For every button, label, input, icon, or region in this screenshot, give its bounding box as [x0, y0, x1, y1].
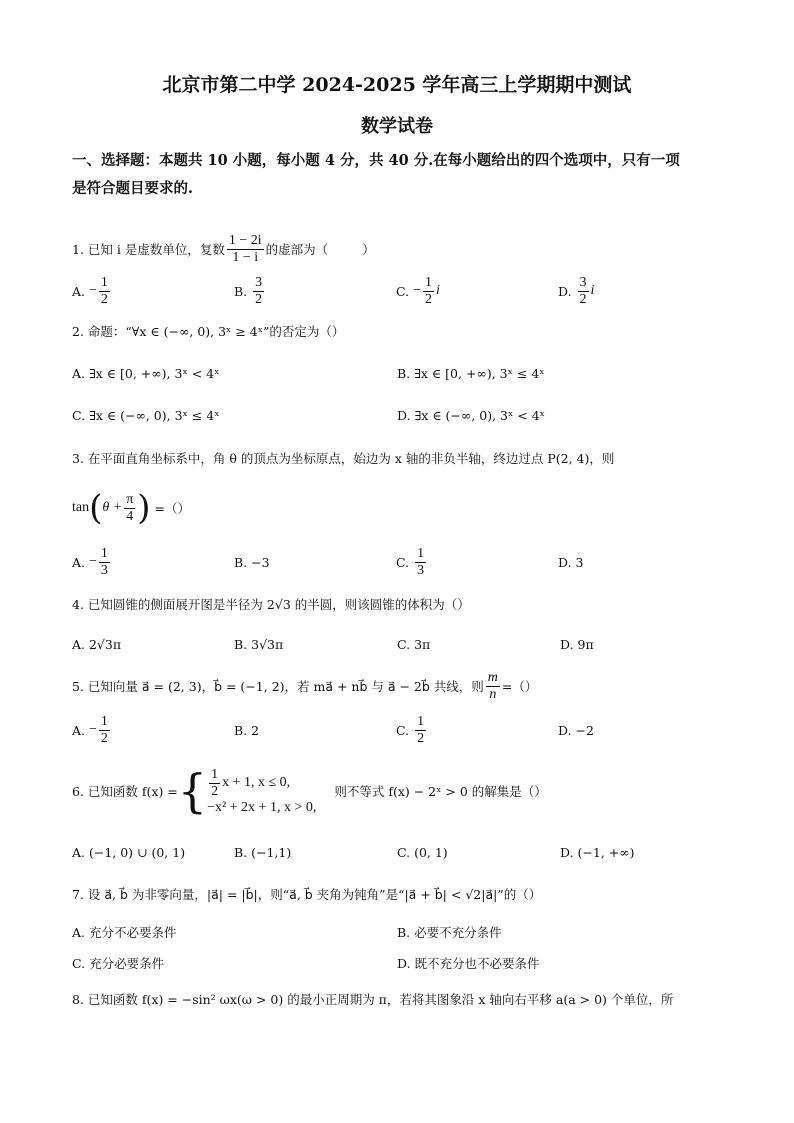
- question-text: ）: [362, 242, 375, 257]
- option-label: A.: [72, 554, 86, 570]
- option-d[interactable]: D. 既不充分也不必要条件: [397, 956, 540, 971]
- question-1-options: [72, 270, 712, 312]
- fraction-numerator: 1: [417, 545, 425, 561]
- question-text: =（）: [154, 501, 191, 516]
- fraction-numerator: 1: [211, 766, 219, 782]
- sign: −: [89, 283, 97, 298]
- question-3-options: [72, 541, 712, 583]
- question-text: 已知向量 a⃗ = (2, 3)，b⃗ = (−1, 2)，若 ma⃗ + nb⃗ 与 a⃗ − 2b⃗ 共线，则: [87, 679, 484, 694]
- option-c[interactable]: [396, 546, 558, 579]
- option-c[interactable]: C. ∃x ∈ (−∞, 0), 3ˣ ≤ 4ˣ: [72, 408, 220, 423]
- option-a[interactable]: [72, 275, 234, 308]
- option-d[interactable]: D. 3: [558, 554, 584, 570]
- option-b[interactable]: B. ∃x ∈ [0, +∞), 3ˣ ≤ 4ˣ: [397, 366, 545, 381]
- fraction: [415, 546, 426, 579]
- question-text: 设 a⃗, b⃗ 为非零向量，|a⃗| = |b⃗|，则“a⃗, b⃗ 夹角为钝角”是“|a⃗ + b⃗| < √2|a⃗|”的（）: [87, 887, 542, 902]
- option-c[interactable]: [396, 714, 558, 747]
- option-c[interactable]: C. 3π: [397, 637, 431, 652]
- option-a[interactable]: A. 2√3π: [72, 637, 122, 652]
- question-6: [72, 760, 547, 822]
- option-c[interactable]: [396, 275, 558, 308]
- question-text: 已知函数 f(x) =: [87, 784, 178, 799]
- option-b[interactable]: B. 2: [234, 722, 260, 738]
- question-text: =（）: [501, 679, 538, 694]
- option-a[interactable]: [72, 546, 234, 579]
- option-label: C.: [396, 722, 410, 738]
- option-label: A.: [72, 722, 86, 738]
- piecewise-brace: {: [177, 764, 208, 818]
- fraction-numerator: 1: [100, 545, 108, 561]
- option-d[interactable]: D. −2: [558, 722, 594, 738]
- question-5: [72, 666, 537, 706]
- piecewise-case-1: [207, 767, 316, 800]
- question-number: 7.: [72, 887, 84, 902]
- angle-expression: θ +: [102, 500, 123, 515]
- paren-close: ): [137, 488, 151, 528]
- section-heading-line-1: 一、选择题：本题共 10 小题，每小题 4 分，共 40 分.在每小题给出的四个选项中，只有一项: [72, 152, 680, 169]
- fraction-denominator: 2: [424, 291, 432, 307]
- piecewise-cases: [207, 767, 316, 816]
- exam-title: 北京市第二中学 2024-2025 学年高三上学期期中测试: [162, 74, 632, 96]
- fraction: [423, 275, 434, 308]
- question-number: 3.: [72, 451, 84, 466]
- fraction-numerator: 3: [255, 274, 263, 290]
- question-3: [72, 449, 614, 467]
- fraction-denominator: 2: [100, 291, 108, 307]
- option-d[interactable]: D. 9π: [560, 637, 594, 652]
- question-number: 6.: [72, 783, 84, 799]
- question-5-options: [72, 709, 712, 751]
- fraction: [253, 275, 264, 308]
- fraction-denominator: 4: [126, 508, 134, 524]
- fraction-numerator: 1: [424, 274, 432, 290]
- question-text: 已知函数 f(x) = −sin² ωx(ω > 0) 的最小正周期为 π，若将其图象沿 x 轴向右平移 a(a > 0) 个单位，所: [87, 992, 674, 1007]
- fraction: [99, 714, 110, 747]
- case-expression: x + 1, x ≤ 0,: [222, 775, 291, 790]
- fraction: [99, 546, 110, 579]
- option-c[interactable]: C. (0, 1): [397, 845, 448, 860]
- option-label: A.: [72, 283, 86, 299]
- option-b[interactable]: [234, 275, 396, 308]
- option-label: B.: [234, 283, 248, 299]
- fraction-numerator: 1 − 2i: [228, 232, 262, 248]
- question-number: 8.: [72, 992, 84, 1007]
- question-number: 2.: [72, 324, 84, 339]
- question-number: 4.: [72, 597, 84, 612]
- sign: −: [89, 722, 97, 737]
- fraction: [486, 670, 500, 703]
- tan-function: tan: [72, 500, 90, 515]
- fraction-numerator: 1: [100, 713, 108, 729]
- imaginary-unit: i: [590, 283, 595, 298]
- fraction-denominator: 3: [417, 562, 425, 578]
- fraction-denominator: 2: [100, 730, 108, 746]
- option-label: C.: [396, 554, 410, 570]
- fraction-numerator: π: [126, 491, 134, 507]
- fraction-denominator: 2: [211, 783, 219, 799]
- paren-open: (: [89, 488, 103, 528]
- question-4: [72, 595, 470, 613]
- fraction-denominator: 2: [255, 291, 263, 307]
- option-b[interactable]: B. −3: [234, 554, 270, 570]
- option-d[interactable]: [558, 275, 708, 308]
- option-c[interactable]: C. 充分必要条件: [72, 956, 165, 971]
- question-text: 在平面直角坐标系中，角 θ 的顶点为坐标原点，始边为 x 轴的非负半轴，终边过点 P(2, 4)，则: [87, 451, 615, 466]
- fraction-numerator: 1: [100, 274, 108, 290]
- option-label: D.: [558, 283, 572, 299]
- option-a[interactable]: A. 充分不必要条件: [72, 925, 177, 940]
- question-2: [72, 322, 344, 340]
- fraction-denominator: 1 − i: [232, 249, 259, 265]
- fraction-denominator: 3: [100, 562, 108, 578]
- fraction: [227, 233, 264, 266]
- sign: −: [89, 554, 97, 569]
- fraction: [578, 275, 589, 308]
- option-b[interactable]: B. (−1,1): [234, 845, 292, 860]
- option-a[interactable]: A. ∃x ∈ [0, +∞), 3ˣ < 4ˣ: [72, 366, 220, 381]
- piecewise-case-2: −x² + 2x + 1, x > 0,: [207, 799, 317, 815]
- question-number: 5.: [72, 678, 84, 694]
- imaginary-unit: i: [435, 283, 440, 298]
- fraction-numerator: m: [487, 669, 498, 685]
- fraction: [209, 767, 220, 800]
- section-heading-line-2: 是符合题目要求的.: [72, 180, 194, 197]
- fraction: [99, 275, 110, 308]
- question-3-expression: [72, 486, 190, 530]
- fraction-numerator: 3: [579, 274, 587, 290]
- option-d[interactable]: D. (−1, +∞): [560, 845, 635, 860]
- option-a[interactable]: [72, 714, 234, 747]
- section-heading: [72, 147, 732, 203]
- fraction-denominator: 2: [579, 291, 587, 307]
- question-text: 的虚部为（: [265, 242, 329, 257]
- option-b[interactable]: B. 必要不充分条件: [397, 925, 502, 940]
- option-label: C.: [396, 283, 410, 299]
- question-7: [72, 885, 541, 903]
- fraction-denominator: n: [489, 686, 497, 702]
- option-a[interactable]: A. (−1, 0) ∪ (0, 1): [72, 845, 186, 860]
- option-d[interactable]: D. ∃x ∈ (−∞, 0), 3ˣ < 4ˣ: [397, 408, 545, 423]
- sign: −: [413, 283, 421, 298]
- fraction: [415, 714, 426, 747]
- question-text: 则不等式 f(x) − 2ˣ > 0 的解集是（）: [334, 784, 547, 799]
- question-text: 命题：“∀x ∈ (−∞, 0), 3ˣ ≥ 4ˣ”的否定为（）: [87, 324, 345, 339]
- question-text: 已知 i 是虚数单位，复数: [87, 242, 225, 257]
- fraction-denominator: 2: [417, 730, 425, 746]
- fraction: [124, 492, 135, 525]
- question-8: [72, 990, 673, 1008]
- question-number: 1.: [72, 241, 84, 257]
- fraction-numerator: 1: [417, 713, 425, 729]
- question-text: 已知圆锥的侧面展开图是半径为 2√3 的半圆，则该圆锥的体积为（）: [87, 597, 470, 612]
- option-b[interactable]: B. 3√3π: [234, 637, 284, 652]
- exam-subtitle: 数学试卷: [361, 116, 433, 137]
